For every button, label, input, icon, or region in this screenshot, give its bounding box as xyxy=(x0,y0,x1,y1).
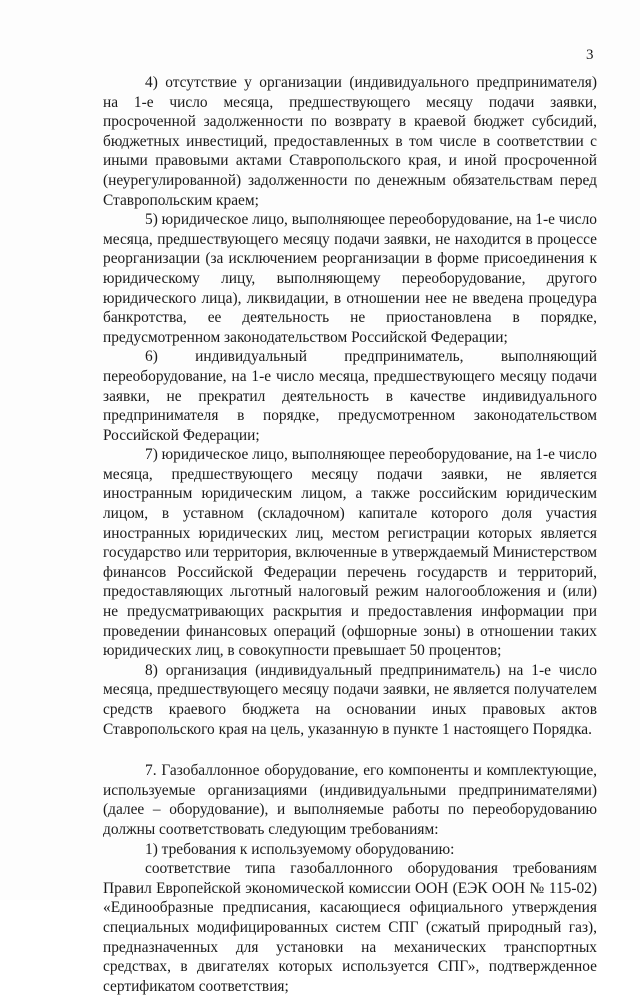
paragraph-item-5: 5) юридическое лицо, выполняющее переоборудование, на 1-е число месяца, предшествующего месяцу подачи заявки, не находится в процессе реорганизации (за исключением реорганизации в форме присоединения к юридическому лицу, выполняющему переоборудование, другого юридического лица), ликвидации, в отношении нее не введена процедура банкротства, ее деятельность не приостановлена в порядке, предусмотренном законодательством Российской Федерации; xyxy=(103,211,597,346)
paragraph-item-6: 6) индивидуальный предприниматель, выполняющий переоборудование, на 1-е число месяца, предшествующего месяцу подачи заявки, не прекратил деятельность в качестве индивидуального предпринимателя в порядке, предусмотренном законодательством Российской Федерации; xyxy=(103,348,597,444)
requirement-heading: 1) требования к используемому оборудованию: xyxy=(145,840,455,858)
paragraph-item-7: 7) юридическое лицо, выполняющее переоборудование, на 1-е число месяца, предшествующего месяцу подачи заявки, не является иностранным юридическим лицом, а также российским юридическим лицом, в уставном (складочном) капитале которого доля участия иностранных юридических лиц, местом регистрации которых является государство или территория, включенные в утверждаемый Министерством финансов Российской Федерации перечень государств и территорий, предоставляющих льготный налоговый режим налогообложения и (или) не предусматривающих раскрытия и предоставления информации при проведении финансовых операций (офшорные зоны) в отношении таких юридических лиц, в совокупности превышает 50 процентов; xyxy=(103,446,597,660)
document-body xyxy=(103,73,597,996)
paragraph-item-8: 8) организация (индивидуальный предприниматель) на 1-е число месяца, предшествующего месяцу подачи заявки, не является получателем средств краевого бюджета на основании иных правовых актов Ставропольского края на цель, указанную в пункте 1 настоящего Порядка. xyxy=(103,661,597,738)
page-number: 3 xyxy=(586,47,594,63)
section-spacer xyxy=(103,739,597,761)
paragraph-item-4: 4) отсутствие у организации (индивидуального предпринимателя) на 1-е число месяца, предшествующего месяцу подачи заявки, просроченной задолженности по возврату в краевой бюджет субсидий, бюджетных инвестиций, предоставленных в том числе в соответствии с иными правовыми актами Ставропольского края, и иной просроченной (неурегулированной) задолженности по денежным обязательствам перед Ставропольским краем; xyxy=(103,74,597,209)
requirement-paragraph: соответствие типа газобаллонного оборудования требованиям Правил Европейской экономической комиссии ООН (ЕЭК ООН № 115-02) «Единообразные предписания, касающиеся официального утверждения специальных модифицированных систем СПГ (сжатый природный газ), предназначенных для установки на механических транспортных средствах, в двигателях которых используется СПГ», подтвержденное сертификатом соответствия; xyxy=(103,860,597,995)
section-7-intro: 7. Газобаллонное оборудование, его компоненты и комплектующие, используемые организациями (индивидуальными предпринимателями) (далее – оборудование), и выполняемые работы по переоборудованию должны соответствовать следующим требованиям: xyxy=(103,762,597,838)
